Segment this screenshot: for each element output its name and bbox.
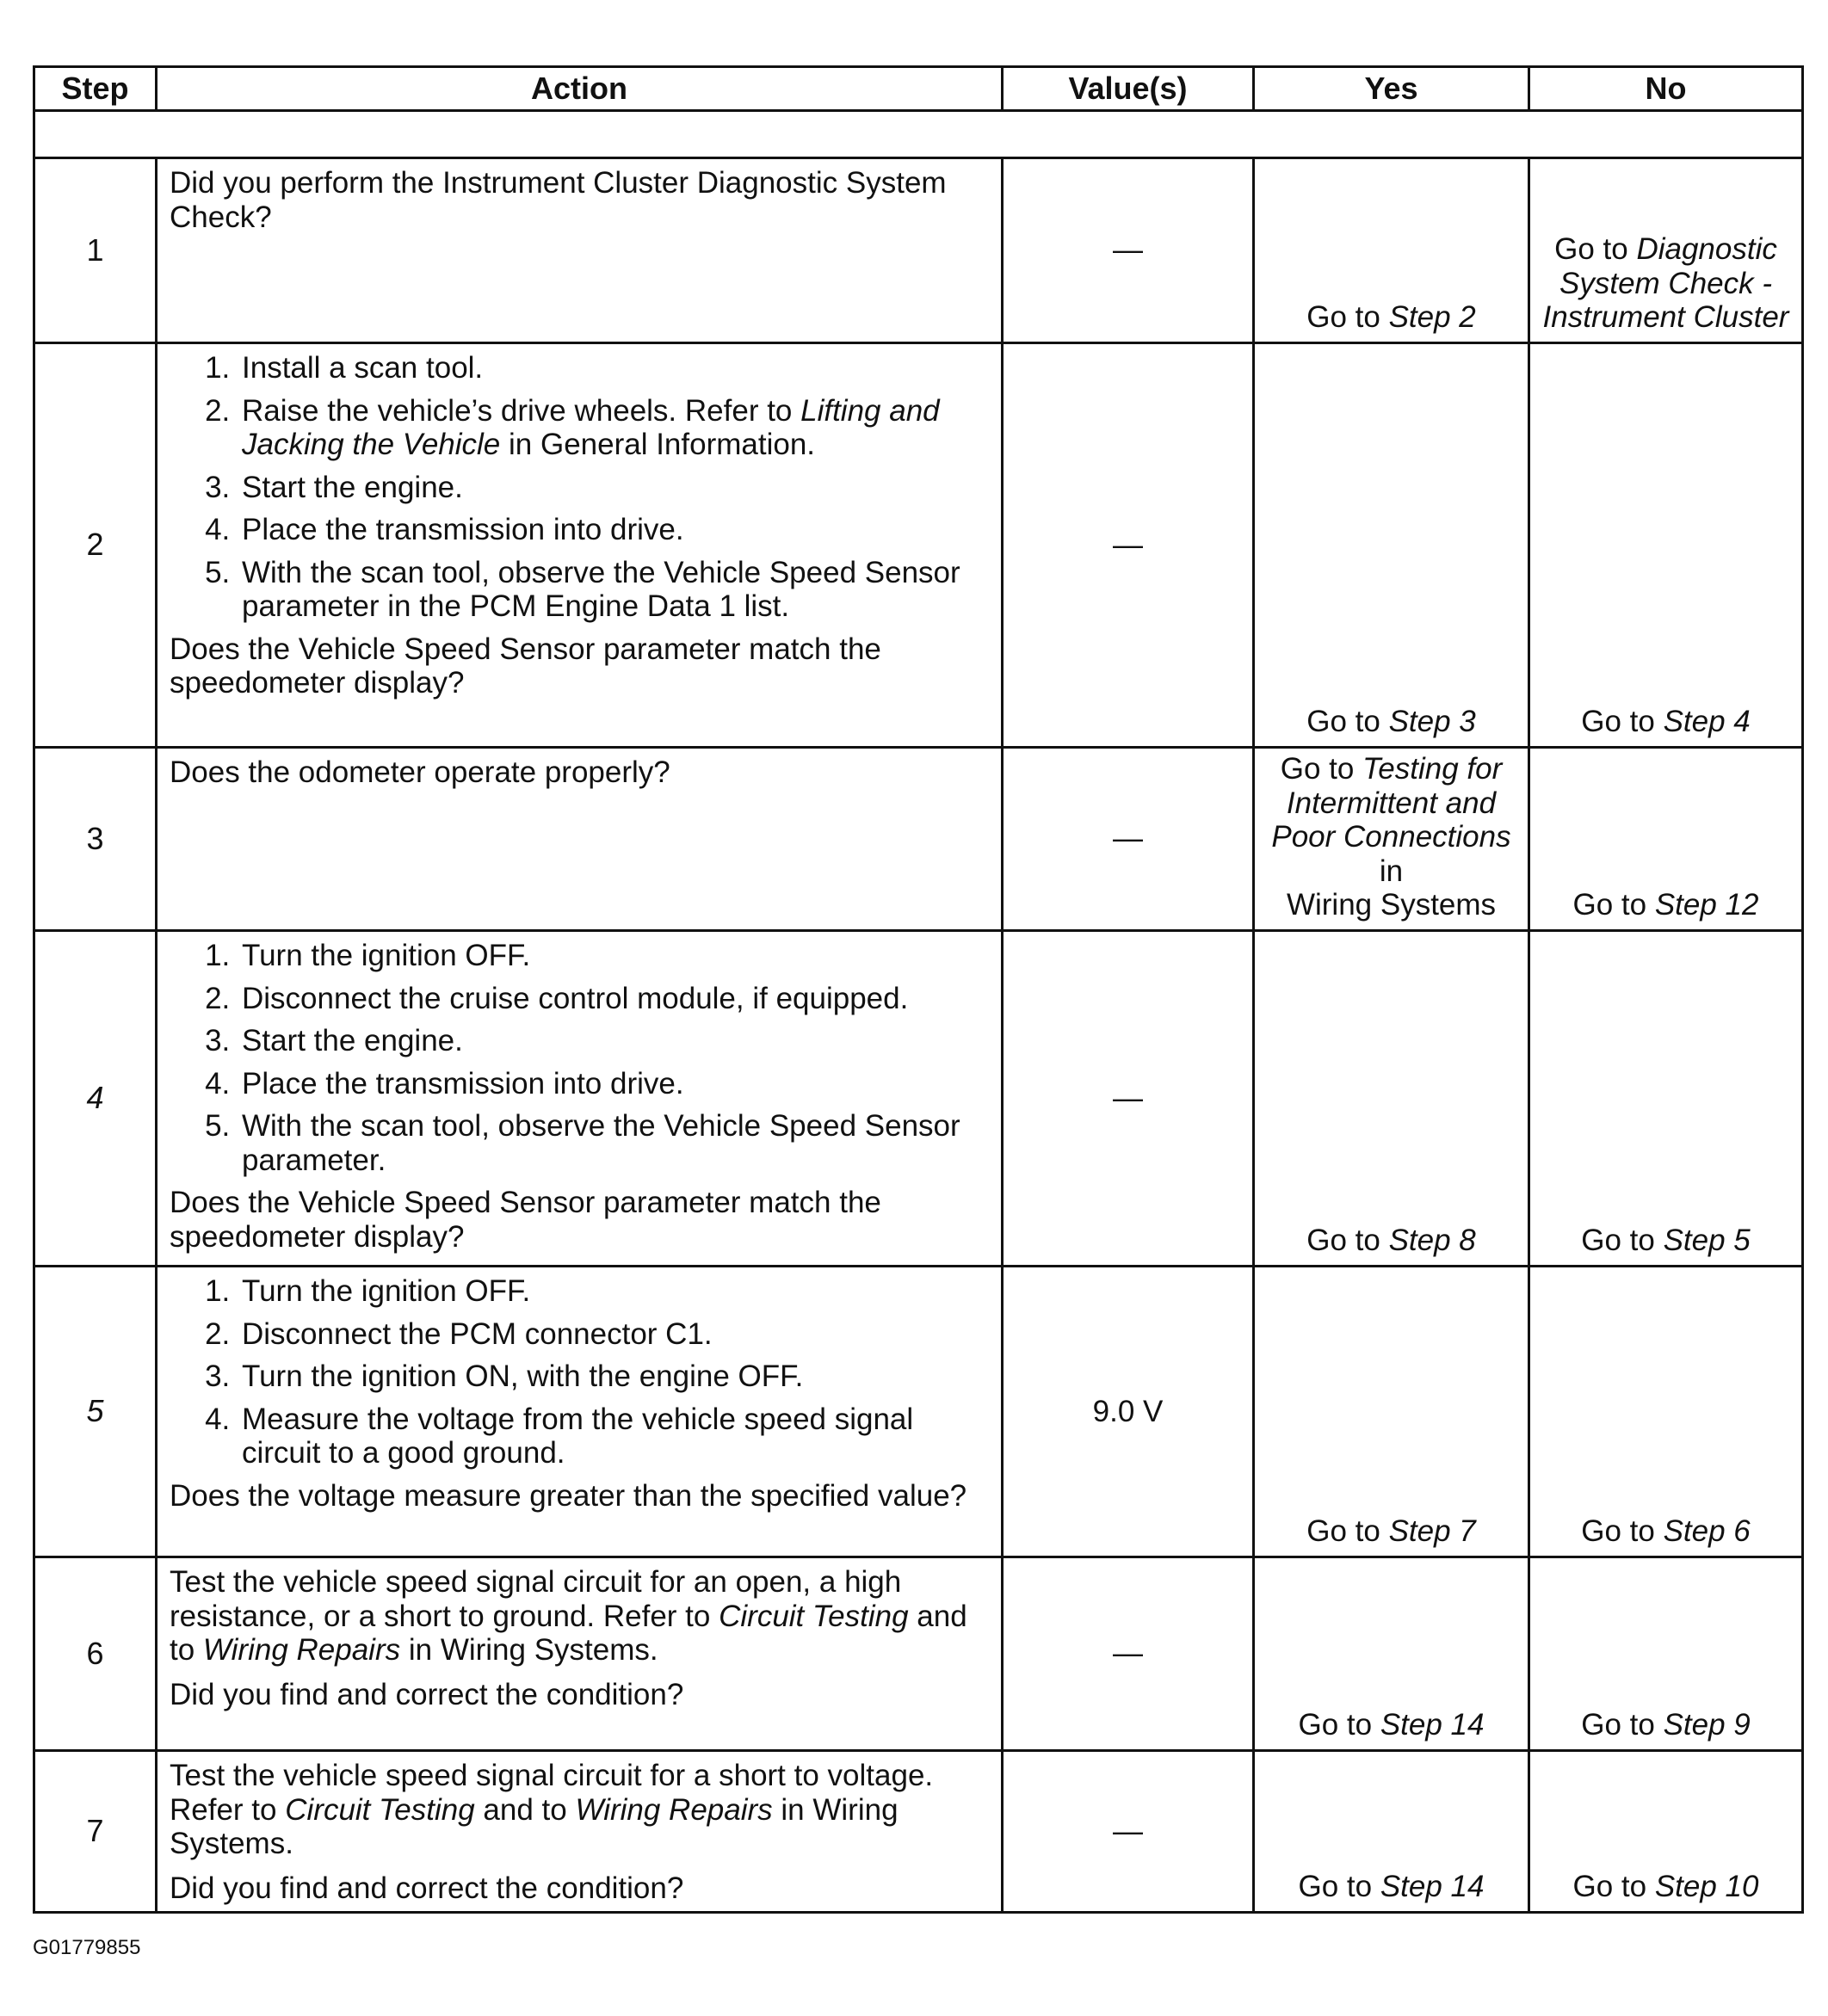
yes-link[interactable]: Step 14 (1380, 1708, 1485, 1742)
blank-cell (34, 111, 1803, 158)
action-list (170, 1274, 989, 1470)
figure-id: G01779855 (33, 1936, 141, 1959)
action-item: 1. Turn the ignition OFF. (238, 939, 989, 973)
action-question: Did you perform the Instrument Cluster Diagnostic System Check? (170, 166, 947, 234)
no-cell (1529, 158, 1803, 343)
table-row (34, 1557, 1803, 1751)
header-yes: Yes (1254, 67, 1529, 111)
yes-link[interactable]: Testing for Intermittent and Poor Connections (1271, 752, 1511, 854)
table-row (34, 1751, 1803, 1913)
action-cell (157, 343, 1003, 748)
no-prefix: Go to (1572, 888, 1655, 922)
yes-link[interactable]: Step 2 (1388, 300, 1476, 335)
header-step: Step (34, 67, 157, 111)
yes-cell (1254, 1751, 1529, 1913)
step-number: 6 (34, 1557, 157, 1751)
action-text-a: Test the vehicle speed signal circuit for a short to voltage. Refer to (170, 1759, 934, 1827)
action-item: 5. With the scan tool, observe the Vehicle Speed Sensor parameter. (238, 1109, 989, 1177)
no-prefix: Go to (1572, 1870, 1655, 1904)
action-text-a: Test the vehicle speed signal circuit for an open, a high resistance, or a short to ground. Refer to (170, 1565, 902, 1633)
yes-link[interactable]: Step 8 (1388, 1224, 1476, 1258)
yes-prefix: Go to (1306, 705, 1389, 739)
step-number: 4 (34, 931, 157, 1267)
yes-cell (1254, 158, 1529, 343)
header-action: Action (157, 67, 1003, 111)
header-row (34, 67, 1803, 111)
no-link[interactable]: Step 6 (1663, 1514, 1751, 1549)
action-link[interactable]: Circuit Testing (285, 1792, 475, 1827)
action-link[interactable]: Wiring Repairs (202, 1633, 401, 1668)
yes-cell (1254, 1267, 1529, 1557)
action-cell (157, 1751, 1003, 1913)
no-cell (1529, 1751, 1803, 1913)
action-item: 2. Disconnect the PCM connector C1. (238, 1317, 989, 1352)
no-prefix: Go to (1581, 1514, 1664, 1549)
yes-prefix: Go to (1306, 300, 1389, 335)
action-text (170, 1759, 989, 1861)
action-question: Did you find and correct the condition? (170, 1677, 684, 1711)
action-question: Does the odometer operate properly? (170, 755, 670, 789)
yes-prefix: Go to (1306, 1224, 1389, 1258)
action-link[interactable]: Lifting and Jacking the Vehicle (242, 393, 940, 462)
action-item: 2. Disconnect the cruise control module, if equipped. (238, 982, 989, 1016)
value-cell: — (1003, 1557, 1254, 1751)
yes-prefix: Go to (1298, 1708, 1380, 1742)
action-item: 3. Turn the ignition ON, with the engine OFF. (238, 1359, 989, 1394)
no-link[interactable]: Step 4 (1663, 705, 1751, 739)
header-no: No (1529, 67, 1803, 111)
action-item: 4. Measure the voltage from the vehicle speed signal circuit to a good ground. (238, 1403, 989, 1470)
no-cell (1529, 931, 1803, 1267)
no-cell (1529, 343, 1803, 748)
step-number: 5 (34, 1267, 157, 1557)
yes-prefix: Go to (1280, 752, 1363, 786)
step-number: 7 (34, 1751, 157, 1913)
action-item: 4. Place the transmission into drive. (238, 513, 989, 547)
action-question: Does the Vehicle Speed Sensor parameter match the speedometer display? (170, 1186, 881, 1254)
step-number: 3 (34, 748, 157, 931)
action-link[interactable]: Wiring Repairs (575, 1792, 773, 1827)
no-prefix: Go to (1581, 705, 1664, 739)
yes-link[interactable]: Step 7 (1388, 1514, 1476, 1549)
action-cell (157, 931, 1003, 1267)
yes-cell (1254, 931, 1529, 1267)
action-cell (157, 1557, 1003, 1751)
no-cell (1529, 1267, 1803, 1557)
no-prefix: Go to (1554, 232, 1637, 267)
action-text-c: in Wiring Systems. (170, 1792, 899, 1861)
action-item: 5. With the scan tool, observe the Vehicle Speed Sensor parameter in the PCM Engine Data 1 list. (238, 556, 989, 624)
action-question: Does the voltage measure greater than the specified value? (170, 1478, 967, 1513)
no-prefix: Go to (1581, 1708, 1664, 1742)
no-prefix: Go to (1581, 1224, 1664, 1258)
value-cell: — (1003, 931, 1254, 1267)
no-link[interactable]: Step 9 (1663, 1708, 1751, 1742)
no-link[interactable]: Diagnostic System Check - Instrument Cluster (1542, 232, 1789, 335)
yes-cell (1254, 343, 1529, 748)
yes-link[interactable]: Step 3 (1388, 705, 1476, 739)
yes-link[interactable]: Step 14 (1380, 1870, 1485, 1904)
action-text-c: in Wiring Systems. (400, 1633, 658, 1668)
action-item: 3. Start the engine. (238, 471, 989, 505)
table-row (34, 1267, 1803, 1557)
yes-prefix: Go to (1306, 1514, 1389, 1549)
value-cell: — (1003, 1751, 1254, 1913)
value-cell: — (1003, 158, 1254, 343)
action-text-b: and to (474, 1792, 576, 1827)
action-list (170, 939, 989, 1177)
yes-cell (1254, 748, 1529, 931)
blank-row (34, 111, 1803, 158)
table-row (34, 343, 1803, 748)
value-cell: — (1003, 748, 1254, 931)
yes-suffix-2: Wiring Systems (1286, 888, 1497, 922)
action-item-text: Raise the vehicle’s drive wheels. Refer to (242, 393, 801, 428)
action-question: Does the Vehicle Speed Sensor parameter match the speedometer display? (170, 632, 881, 700)
yes-prefix: Go to (1298, 1870, 1380, 1904)
action-item: 4. Place the transmission into drive. (238, 1067, 989, 1101)
action-link[interactable]: Circuit Testing (719, 1599, 909, 1633)
yes-cell (1254, 1557, 1529, 1751)
action-item (238, 394, 989, 462)
action-cell (157, 158, 1003, 343)
action-item: 1. Turn the ignition OFF. (238, 1274, 989, 1309)
yes-suffix: in (1379, 854, 1404, 888)
header-values: Value(s) (1003, 67, 1254, 111)
action-cell (157, 1267, 1003, 1557)
table-row (34, 158, 1803, 343)
diagnostic-table (33, 65, 1804, 1914)
action-list (170, 351, 989, 624)
action-text-b: and to (170, 1599, 967, 1668)
no-link[interactable]: Step 12 (1654, 888, 1759, 922)
action-cell (157, 748, 1003, 931)
action-item-suffix: in General Information. (500, 428, 816, 462)
table-row (34, 931, 1803, 1267)
action-text (170, 1565, 989, 1668)
action-question: Did you find and correct the condition? (170, 1871, 684, 1905)
step-number: 2 (34, 343, 157, 748)
table-row (34, 748, 1803, 931)
no-link[interactable]: Step 10 (1654, 1870, 1759, 1904)
no-cell (1529, 748, 1803, 931)
step-number: 1 (34, 158, 157, 343)
no-link[interactable]: Step 5 (1663, 1224, 1751, 1258)
value-cell: — (1003, 343, 1254, 748)
value-cell: 9.0 V (1003, 1267, 1254, 1557)
action-item: 3. Start the engine. (238, 1024, 989, 1058)
action-item: 1. Install a scan tool. (238, 351, 989, 385)
no-cell (1529, 1557, 1803, 1751)
